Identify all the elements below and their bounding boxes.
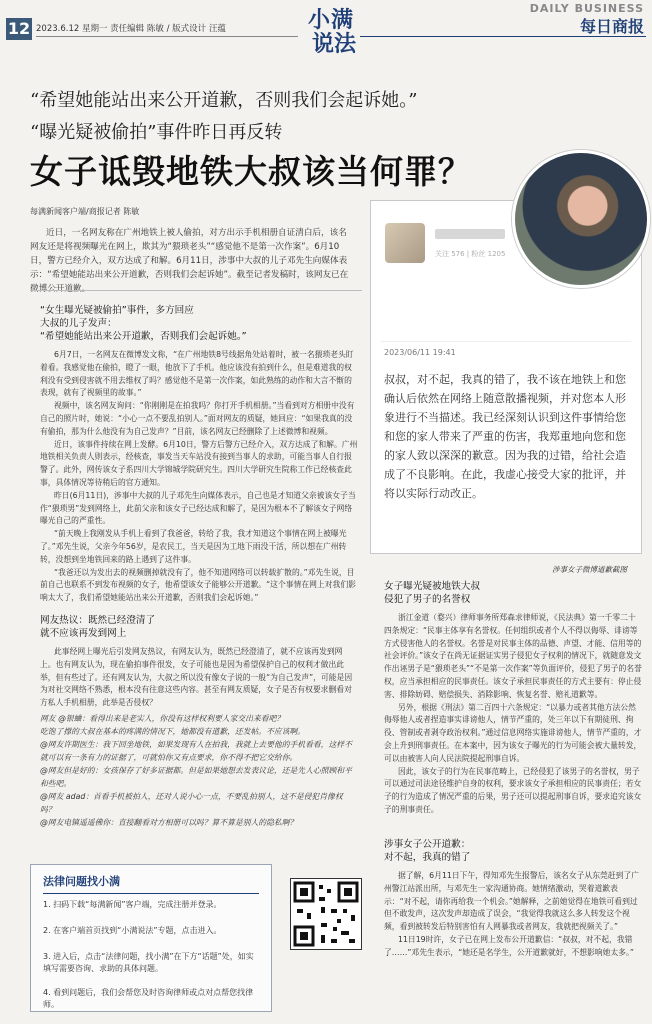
- main-headline: 女子诋毁地铁大叔该当何罪？: [30, 152, 472, 191]
- lead-divider: [30, 290, 362, 291]
- apology-text: 叔叔，对不起，我真的错了，我不该在地铁上和您确认后依然在网络上随意散播视频，并对您本人形象进行不当描述。我已经深刻认识到这件事情给您和您的家人带来了严重的伤害，我郑重地向您和您的家人致以深深的歉意。因为我的过错，给社会造成了不良影响。在此，我虚心接受大家的批评，并将以实际行动改正。: [384, 373, 626, 500]
- section-3-heading-2: 侵犯了男子的名誉权: [384, 594, 471, 605]
- section-2: [40, 614, 358, 829]
- section-3-paragraph: 另外，根据《刑法》第二百四十六条规定：“以暴力或者其他方法公然侮辱他人或者捏造事实诽谤他人，情节严重的，处三年以下有期徒刑、拘役、管制或者剥夺政治权利。”通过信息网络实施诽谤他人，情节严重的，才会上升到刑事责任。在本案中，因为该女子曝光的行为可能会被大量转发，可以由被害人向人民法院提起刑事自诉。: [384, 702, 642, 763]
- page-number: 12: [7, 19, 31, 38]
- section-4: [384, 838, 642, 960]
- section-2-paragraph: 此事经网上曝光后引发网友热议，有网友认为，既然已经澄清了，就不应该再发到网上。也有网友认为，现在偷拍事件很发，女子可能也是因为希望保护自己的权利才做出此举，但有些过了。还有网友认为，大叔之所以没有像女子说的一般“为自己发声”，可能是因为对社交网络不熟悉，根本没有往意这些内容。甚至有网友质疑，女子是否有权要求删看对方私人手机相册，此举是否侵权？: [40, 647, 353, 708]
- lead-paragraph: 近日，一名网友称在广州地铁上被人偷拍，对方出示手机相册自证清白后，该名网友还是将视频曝光在网上，欺其为“猥琐老头”“感觉他不是第一次作案”。6月10日，警方已经介入，双方达成了和解。6月11日，涉事中大叔的儿子邓先生向媒体表示：“希望她能站出来公开道歉，否则我们会起诉她”。截至记者发稿时，该网友已在微博公开道歉。: [30, 228, 349, 294]
- legal-help-step: 1. 扫码下载“每满新闻”客户端，完成注册并登录。: [43, 900, 222, 909]
- netizen-comment: 吃饱了撑的大叔在基本的疼满的情况下，她都没有道歉，还发帖。不应该啊。: [40, 726, 306, 736]
- section-3-paragraph: 浙江金道（婺兴）律师事务所郑森求律师说，《民法典》第一千零二十四条规定：“民事主体享有名誉权。任何组织或者个人不得以侮辱、诽谤等方式侵害他人的名誉权。名誉是对民事主体的品德、声望、才能、信用等的社会评价。”该女子在尚无证据证实男子侵犯女子权利的情况下，就随意发文作出诬男子是“猥琐老头”“不是第一次作案”等负面评价，侵犯了男子的名誉权，应当承担相应的民事责任。该女子承担民事责任的方式主要有：停止侵害、排除妨碍、赔偿损失、消除影响、恢复名誉、赔礼道歉等。: [384, 613, 642, 699]
- subtitle-quote: “希望她能站出来公开道歉，否则我们会起诉她。”: [30, 90, 418, 111]
- netizen-comment: 网友 @银蛐：看得出来是老实人，你没有这样权利要人家交出来看吧？: [40, 713, 285, 723]
- section-1-paragraph: 视频中，该名网友询问：“你刚刚是在拍我吗？你打开手机相册。”当看到对方相册中没有自己的照片时，她说：“小心一点不要乱拍别人。”面对网友的质疑，她回应：“如果我真的没有偷拍，那为什么他没有为自己发声？”目前，该名网友已经删除了上述微博和视频。: [40, 401, 355, 436]
- netizen-comment: @网友但是好的：女孩保存了好多证据都。但是如果她想去发表议论，还是先人心照顾和平和些吧。: [40, 765, 352, 788]
- netizen-comment: @网友许期医生：我下回坐地铁，如果发现有人在拍我，我就上去要他的手机看看，这样不就可以有一条有力的证据了，可就怕你又有点要求，你不得不把它交给你。: [40, 739, 352, 762]
- legal-help-rule: [43, 893, 259, 894]
- qr-code-graphic: [291, 879, 361, 949]
- section-1-paragraph: 昨日(6月11日)，涉事中大叔的儿子邓先生向媒体表示，自己也是才知道父亲被该女子当作“猥琐男”发到网络上，此前父亲和该女子已经达成和解了，是因为根本不了解该女子网络曝光自己的严重性。: [40, 490, 356, 526]
- legal-help-step: 3. 进入后，点击“法律问题，找小满”在下方“话题”处，如实填写需要咨询、求助的具体问题。: [43, 952, 254, 973]
- subject-photo: [512, 150, 650, 288]
- paper-name-zh: 每日商报: [579, 17, 644, 36]
- section-1-heading-1: “女生曝光疑被偷拍”事件，多方回应: [40, 305, 194, 316]
- legal-help-title: 法律问题找小满: [43, 875, 120, 888]
- screenshot-caption: 涉事女子微博道歉截图: [552, 565, 627, 574]
- column-logo-line1: 小满: [308, 7, 355, 33]
- section-1-paragraph: “我爸还以为发出去的视频删掉就没有了，他不知道网络可以转载扩散的。”邓先生说，目前自己也联系不到发布视频的女子，他希望该女子能够公开道歉。“这个事情在网上对我们影响太大了，我们希望她能站出来公开道歉，否则我们会起诉她。”: [40, 567, 356, 603]
- paper-name-en: DAILY BUSINESS: [529, 2, 644, 15]
- post-timestamp: 2023/06/11 19:41: [384, 348, 456, 357]
- section-1-paragraph: 近日，该事件持续在网上发酵。6月10日，警方后警方已经介入，双方达成了和解。广州地铁相关负责人则表示，经核查，事发当天车站没有接到当事人的求助，可能当事人自行报警了。此外，网传该女子系四川大学锦城学院研究生。四川大学研究生院称工作已经核查此事，具体情况等待稍后的官方通知。: [40, 439, 358, 487]
- date-editor-line: 2023.6.12 星期一 责任编辑 陈敏 / 版式设计 汪蕴: [36, 24, 226, 34]
- section-2-heading-1: 网友热议：既然已经澄清了: [40, 615, 156, 626]
- section-1-body: [40, 349, 358, 605]
- legal-help-step: 4. 看到问题后，我们会帮您及时咨询律师或点对点帮您找律师。: [43, 988, 254, 1009]
- netizen-comment: @网友 adad：首看手机被拍人，还对人说小心一点，不要乱拍别人，这不是侵犯肖像权吗？: [40, 791, 343, 814]
- netizen-comments: [40, 712, 358, 829]
- section-4-heading-2: 对不起，我真的错了: [384, 852, 471, 863]
- header-rule: [36, 36, 298, 37]
- section-3-body: [384, 612, 642, 817]
- section-1-paragraph: 6月7日，一名网友在微博发文称，“在广州地铁8号线据角处站着时，被一名猥琐老头盯着看。我感觉他在偷拍，瞪了一眼，他放下了手机。他应该没有拍到什么，但是难道我的权利没有受到侵害就不用去维权了吗？感觉他不是第一次作案，如此熟练的动作和大言不惭的表现，就有了视频里的故事。”: [40, 350, 354, 398]
- section-4-body: [384, 870, 642, 960]
- follower-stats: 关注 576 | 粉丝 1205: [435, 250, 506, 258]
- section-4-paragraph: 据了解，6月11日下午，得知邓先生报警后，该名女子从东莞赶到了广州警江站派出所，与邓先生一家沟通协商。她情绪激动，哭着道歉表示：“对不起，请你再给我一个机会。”她解释，之前她觉得在地铁可看到过但不敢发声，这次发声却造成了误会，“我觉得我就这么多人转发这个视频，看到被转发后特别害怕有人网暴我或者网友，我就把视频关了。”: [384, 871, 639, 932]
- section-2-heading-2: 就不应该再发到网上: [40, 628, 127, 639]
- byline: 每满新闻客户端/商报记者 陈敏: [30, 207, 140, 216]
- section-2-body: [40, 646, 358, 710]
- legal-help-step: 2. 在客户端首页找到“小满说法”专题，点击进入。: [43, 926, 222, 935]
- screenshot-divider: [381, 341, 631, 342]
- section-1-heading-2: 大叔的儿子发声：: [40, 318, 117, 329]
- avatar: [385, 223, 425, 263]
- section-3-heading-1: 女子曝光疑被地铁大叔: [384, 581, 480, 592]
- qr-code-icon[interactable]: [290, 878, 362, 950]
- column-logo-line2: 说法: [312, 31, 357, 57]
- section-3-paragraph: 因此，该女子的行为在民事范畴上，已经侵犯了该男子的名誉权，男子可以通过司法途径维护自身的权利，要求该女子承担相应的民事责任；若女子的行为造成了情况严重的后果，男子还可以提起刑事自诉，要求追究该女子的刑事责任。: [384, 766, 642, 814]
- netizen-comment: @网友电镇遥遥佛你：直接翻看对方相册可以吗？算不算是别人的隐私啊？: [40, 817, 298, 827]
- section-3: [384, 580, 642, 817]
- section-4-heading-1: 涉事女子公开道歉：: [384, 839, 471, 850]
- blurred-username: [435, 229, 505, 239]
- column-logo: [308, 8, 358, 68]
- section-1-heading-3: “希望她能站出来公开道歉，否则我们会起诉她。”: [40, 331, 247, 342]
- section-1-paragraph: “前天晚上我刚发从手机上看到了我爸爸，转给了我，我才知道这个事情在网上被曝光了。”邓先生说，父亲今年56岁，是农民工，当天是因为工地下雨没干活，所以想在广州转转，没想到坐地铁回来的路上遇到了这件事。: [40, 529, 347, 564]
- section-1: [40, 304, 358, 605]
- section-4-paragraph: 11日19时许，女子已在网上发布公开道歉信：“叔叔，对不起，我错了……”邓先生表示，“她还是名学生，公开道歉就好，不想影响她太多。”: [384, 934, 634, 957]
- subtitle-event: “曝光疑被偷拍”事件昨日再反转: [30, 122, 283, 143]
- legal-help-box: [30, 864, 272, 1012]
